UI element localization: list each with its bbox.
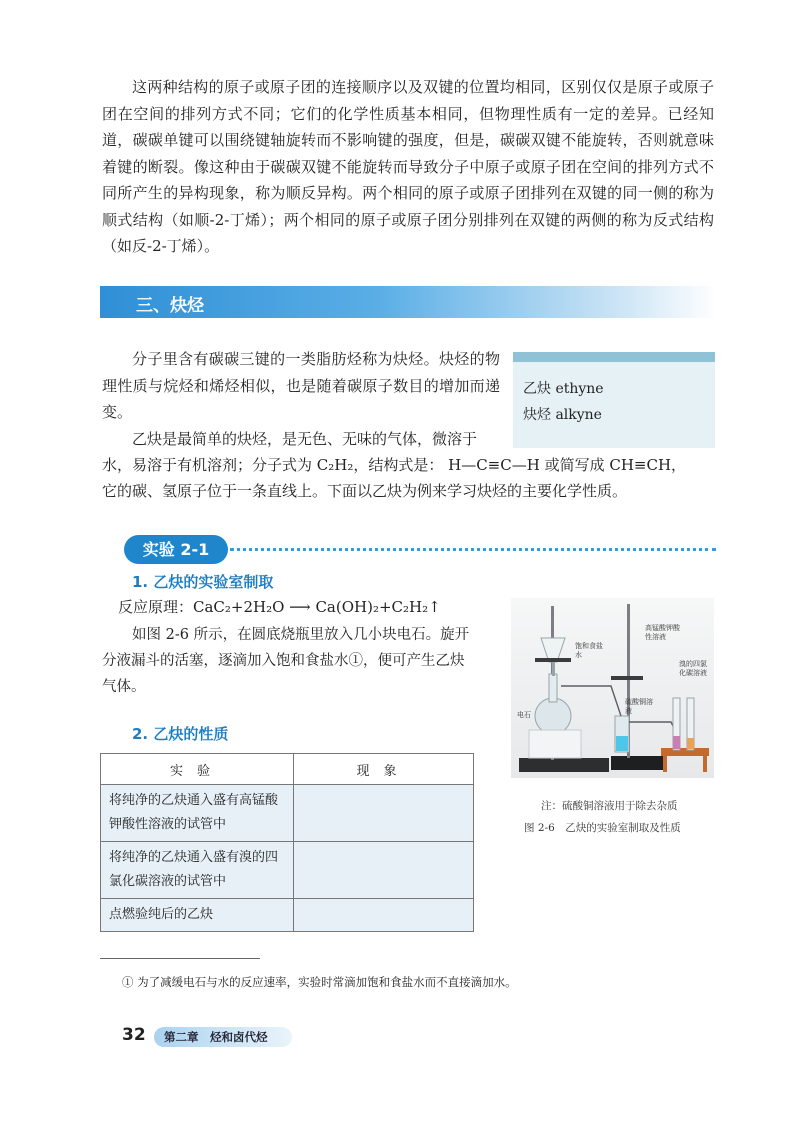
section-header [100, 286, 718, 318]
header-experiment: 实验 [101, 754, 294, 785]
row-obs [294, 785, 474, 842]
ethyne-intro-line1: 乙炔是最简单的炔烃，是无色、无味的气体，微溶于 [132, 430, 478, 448]
label-carbide: 电石 [517, 711, 531, 719]
chapter-label: 第二章 烃和卤代烃 [154, 1027, 292, 1047]
row-exp: 将纯净的乙炔通入盛有溴的四氯化碳溶液的试管中 [101, 842, 294, 899]
experiment-badge: 实验 2-1 [124, 535, 228, 564]
page-number: 32 [122, 1025, 146, 1045]
row-obs [294, 899, 474, 932]
row-exp: 点燃验纯后的乙炔 [101, 899, 294, 932]
ethyne-intro-line2: 水，易溶于有机溶剂；分子式为 C₂H₂，结构式是： H—C≡C—H 或简写成 CH≡CH， [102, 456, 687, 474]
table-row [101, 899, 474, 932]
footnote-rule [100, 958, 260, 959]
label-saltwater: 饱和食盐水 [575, 642, 603, 659]
vocab-ethyne: 乙炔 ethyne [523, 381, 604, 397]
label-kmno4: 高锰酸钾酸性溶液 [645, 624, 680, 641]
vocab-alkyne: 炔烃 alkyne [523, 407, 602, 423]
alkyne-definition: 分子里含有碳碳三键的一类脂肪烃称为炔烃。炔烃的物理性质与烷烃和烯烃相似，也是随着碳原子数目的增加而递变。 [102, 350, 500, 421]
procedure-line2: 分液漏斗的活塞，逐滴加入饱和食盐水①，便可产生乙炔 [102, 653, 465, 669]
section-title: 三、炔烃 [136, 296, 204, 316]
table-row [101, 842, 474, 899]
label-cuso4: 硫酸铜溶液 [625, 698, 653, 715]
table-row [101, 785, 474, 842]
header-phenomenon: 现象 [294, 754, 474, 785]
row-exp: 将纯净的乙炔通入盛有高锰酸钾酸性溶液的试管中 [101, 785, 294, 842]
figure-caption: 图 2-6 乙炔的实验室制取及性质 [524, 822, 681, 834]
properties-table [100, 753, 474, 932]
procedure-line1: 如图 2-6 所示，在圆底烧瓶里放入几小块电石。旋开 [132, 627, 470, 643]
vocab-box [513, 352, 715, 448]
table-header-row [101, 754, 474, 785]
apparatus-photo [511, 598, 714, 778]
procedure-line3: 气体。 [102, 679, 146, 695]
dotted-divider [230, 548, 716, 551]
figure-note: 注：硫酸铜溶液用于除去杂质 [541, 800, 678, 812]
subhead-properties: 2. 乙炔的性质 [132, 725, 229, 743]
label-br2: 溴的四氯化碳溶液 [679, 660, 707, 677]
intro-paragraph: 这两种结构的原子或原子团的连接顺序以及双键的位置均相同，区别仅仅是原子或原子团在空间的排列方式不同；它们的化学性质基本相同，但物理性质有一定的差异。已经知道，碳碳单键可以围绕键轴旋转而不影响键的强度，但是，碳碳双键不能旋转，否则就意味着键的断裂。像这种由于碳碳双键不能旋转而导致分子中原子或原子团在空间的排列方式不同所产生的异构现象，称为顺反异构。两个相同的原子或原子团排列在双键的同一侧的称为顺式结构（如顺-2-丁烯）；两个相同的原子或原子团分别排列在双键的两侧的称为反式结构（如反-2-丁烯）。 [102, 78, 714, 255]
reaction-principle: 反应原理：CaC₂+2H₂O ⟶ Ca(OH)₂+C₂H₂↑ [118, 598, 441, 616]
footnote: ① 为了减缓电石与水的反应速率，实验时常滴加饱和食盐水而不直接滴加水。 [122, 975, 517, 989]
subhead-preparation: 1. 乙炔的实验室制取 [132, 573, 274, 591]
ethyne-intro-line3: 它的碳、氢原子位于一条直线上。下面以乙炔为例来学习炔烃的主要化学性质。 [102, 482, 628, 500]
row-obs [294, 842, 474, 899]
